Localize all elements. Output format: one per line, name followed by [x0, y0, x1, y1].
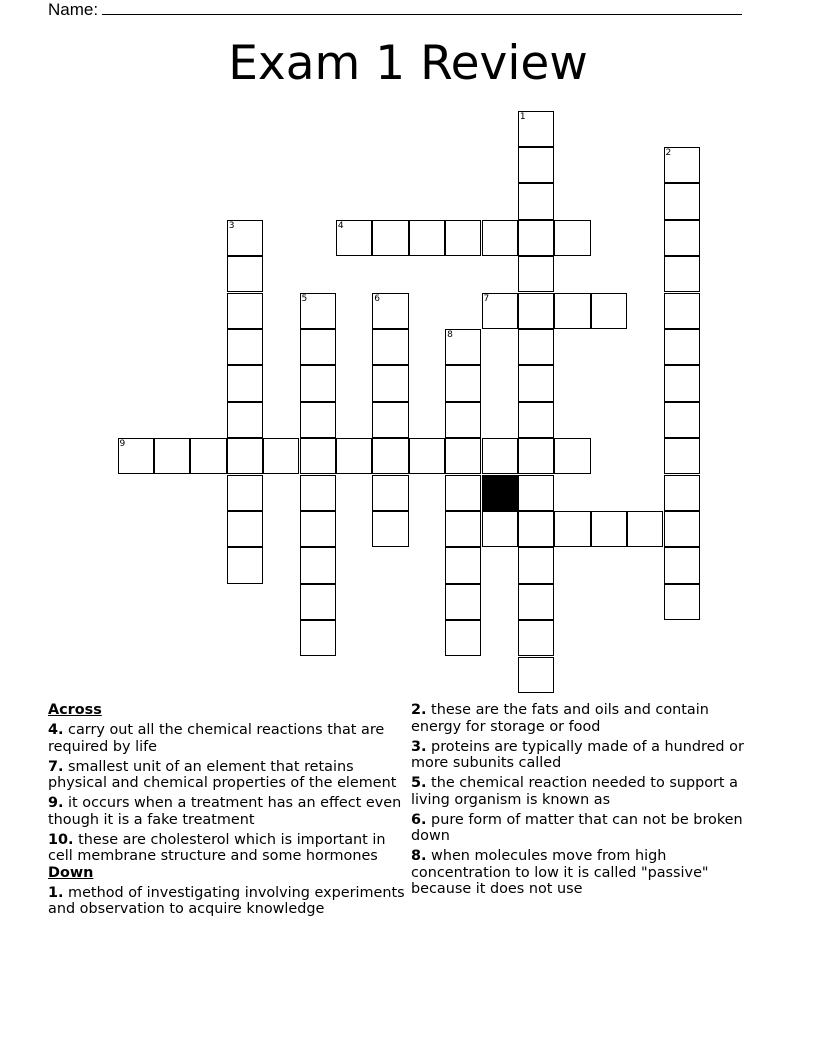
clue-text: the chemical reaction needed to support a living organism is known as	[411, 775, 738, 808]
clue-number: 5.	[411, 775, 427, 791]
crossword-cell[interactable]	[372, 511, 408, 547]
crossword-cell[interactable]	[518, 220, 554, 256]
clue-down-5	[411, 775, 761, 808]
crossword-cell[interactable]	[518, 657, 554, 693]
crossword-cell[interactable]	[664, 183, 700, 219]
cell-number: 5	[301, 293, 308, 304]
cell-number: 6	[374, 293, 381, 304]
cell-number: 9	[119, 439, 126, 450]
cell-number: 2	[665, 147, 672, 158]
crossword-cell[interactable]	[664, 511, 700, 547]
clue-number: 4.	[48, 722, 64, 738]
clue-number: 7.	[48, 758, 64, 775]
crossword-cell[interactable]	[445, 547, 481, 583]
crossword-cell[interactable]	[554, 293, 590, 329]
down-heading: Down	[48, 864, 94, 881]
crossword-cell[interactable]	[518, 475, 554, 511]
crossword-cell[interactable]	[518, 547, 554, 583]
clues-right-column	[411, 702, 761, 898]
crossword-cell[interactable]	[664, 547, 700, 583]
crossword-cell[interactable]	[300, 402, 336, 438]
clue-number: 1.	[48, 884, 64, 901]
crossword-cell[interactable]	[227, 402, 263, 438]
crossword-cell[interactable]	[372, 402, 408, 438]
crossword-cell[interactable]	[518, 511, 554, 547]
cell-number: 7	[483, 293, 490, 304]
crossword-cell[interactable]	[482, 220, 518, 256]
clue-down-1	[48, 885, 408, 918]
crossword-cell[interactable]	[227, 256, 263, 292]
clue-text: pure form of matter that can not be broken down	[411, 811, 743, 844]
crossword-cell[interactable]	[591, 293, 627, 329]
name-label: Name:	[48, 0, 99, 19]
clue-down-8	[411, 848, 761, 898]
crossword-cell[interactable]	[554, 511, 590, 547]
across-heading: Across	[48, 702, 102, 718]
crossword-cell[interactable]	[482, 511, 518, 547]
crossword-cell[interactable]	[518, 365, 554, 401]
crossword-cell[interactable]	[227, 220, 263, 256]
crossword-cell[interactable]	[227, 365, 263, 401]
black-square	[482, 475, 518, 511]
crossword-cell[interactable]	[227, 511, 263, 547]
clue-across-9	[48, 795, 408, 828]
crossword-cell[interactable]	[372, 365, 408, 401]
crossword-cell[interactable]	[518, 147, 554, 183]
crossword-cell[interactable]	[664, 438, 700, 474]
crossword-cell[interactable]	[664, 220, 700, 256]
crossword-cell[interactable]	[591, 511, 627, 547]
crossword-cell[interactable]	[227, 329, 263, 365]
clue-number: 8.	[411, 848, 427, 864]
crossword-cell[interactable]	[445, 620, 481, 656]
crossword-cell[interactable]	[118, 438, 154, 474]
crossword-cell[interactable]	[300, 475, 336, 511]
crossword-cell[interactable]	[227, 293, 263, 329]
crossword-cell[interactable]	[300, 547, 336, 583]
crossword-cell[interactable]	[227, 475, 263, 511]
crossword-cell[interactable]	[664, 402, 700, 438]
crossword-cell[interactable]	[227, 547, 263, 583]
clue-down-6	[411, 812, 761, 845]
clues-left-column	[48, 702, 408, 918]
crossword-cell[interactable]	[482, 438, 518, 474]
crossword-cell[interactable]	[554, 220, 590, 256]
clue-text: it occurs when a treatment has an effect even though it is a fake treatment	[48, 795, 402, 828]
crossword-cell[interactable]	[372, 475, 408, 511]
crossword-cell[interactable]	[627, 511, 663, 547]
crossword-cell[interactable]	[372, 220, 408, 256]
cell-number: 1	[519, 111, 526, 122]
crossword-cell[interactable]	[445, 475, 481, 511]
cell-number: 8	[447, 329, 453, 340]
clue-down-2	[411, 702, 761, 735]
crossword-cell[interactable]	[445, 402, 481, 438]
crossword-cell[interactable]	[445, 584, 481, 620]
clue-across-10	[48, 832, 408, 865]
crossword-cell[interactable]	[409, 438, 445, 474]
crossword-cell[interactable]	[409, 220, 445, 256]
crossword-cell[interactable]	[518, 438, 554, 474]
crossword-cell[interactable]	[154, 438, 190, 474]
crossword-cell[interactable]	[518, 584, 554, 620]
crossword-cell[interactable]	[300, 438, 336, 474]
clue-down-3	[411, 739, 761, 772]
clue-number: 3.	[411, 738, 427, 755]
clue-number: 10.	[48, 831, 74, 848]
crossword-cell[interactable]	[227, 438, 263, 474]
crossword-cell[interactable]	[664, 365, 700, 401]
crossword-cell[interactable]	[190, 438, 226, 474]
crossword-cell[interactable]	[518, 293, 554, 329]
crossword-cell[interactable]	[372, 438, 408, 474]
crossword-cell[interactable]	[445, 511, 481, 547]
clue-text: method of investigating involving experiments and observation to acquire knowledge	[48, 884, 405, 917]
crossword-cell[interactable]	[664, 584, 700, 620]
crossword-cell[interactable]	[300, 511, 336, 547]
crossword-cell[interactable]	[445, 220, 481, 256]
clue-text: when molecules move from high concentration to low it is called "passive" because it does not use	[411, 848, 709, 897]
clue-text: proteins are typically made of a hundred or more subunits called	[411, 738, 744, 771]
crossword-cell[interactable]	[518, 329, 554, 365]
crossword-cell[interactable]	[518, 402, 554, 438]
clue-number: 6.	[411, 811, 427, 828]
crossword-cell[interactable]	[664, 475, 700, 511]
page-title: Exam 1 Review	[228, 36, 588, 91]
crossword-cell[interactable]	[518, 256, 554, 292]
clue-text: carry out all the chemical reactions that are required by life	[48, 722, 385, 755]
clue-text: these are the fats and oils and contain energy for storage or food	[411, 702, 709, 735]
crossword-cell[interactable]	[263, 438, 299, 474]
clue-across-7	[48, 759, 408, 792]
crossword-cell[interactable]	[518, 111, 554, 147]
crossword-cell[interactable]	[664, 147, 700, 183]
cell-number: 3	[228, 220, 235, 231]
crossword-cell[interactable]	[482, 293, 518, 329]
crossword-cell[interactable]	[336, 220, 372, 256]
crossword-cell[interactable]	[664, 256, 700, 292]
crossword-cell[interactable]	[300, 620, 336, 656]
clue-text: these are cholesterol which is important in cell membrane structure and some hormones	[48, 831, 386, 864]
clue-across-4	[48, 722, 408, 755]
crossword-cell[interactable]	[336, 438, 372, 474]
crossword-cell[interactable]	[445, 438, 481, 474]
crossword-cell[interactable]	[554, 438, 590, 474]
crossword-cell[interactable]	[300, 329, 336, 365]
cell-number: 4	[337, 220, 344, 231]
crossword-cell[interactable]	[445, 329, 481, 365]
crossword-cell[interactable]	[445, 365, 481, 401]
crossword-cell[interactable]	[300, 365, 336, 401]
crossword-cell[interactable]	[300, 293, 336, 329]
crossword-cell[interactable]	[372, 329, 408, 365]
crossword-cell[interactable]	[664, 293, 700, 329]
crossword-cell[interactable]	[518, 620, 554, 656]
clue-number: 2.	[411, 702, 427, 718]
crossword-cell[interactable]	[664, 329, 700, 365]
crossword-cell[interactable]	[372, 293, 408, 329]
crossword-cell[interactable]	[518, 183, 554, 219]
clue-text: smallest unit of an element that retains physical and chemical properties of the element	[48, 758, 397, 791]
clue-number: 9.	[48, 795, 64, 811]
crossword-cell[interactable]	[300, 584, 336, 620]
